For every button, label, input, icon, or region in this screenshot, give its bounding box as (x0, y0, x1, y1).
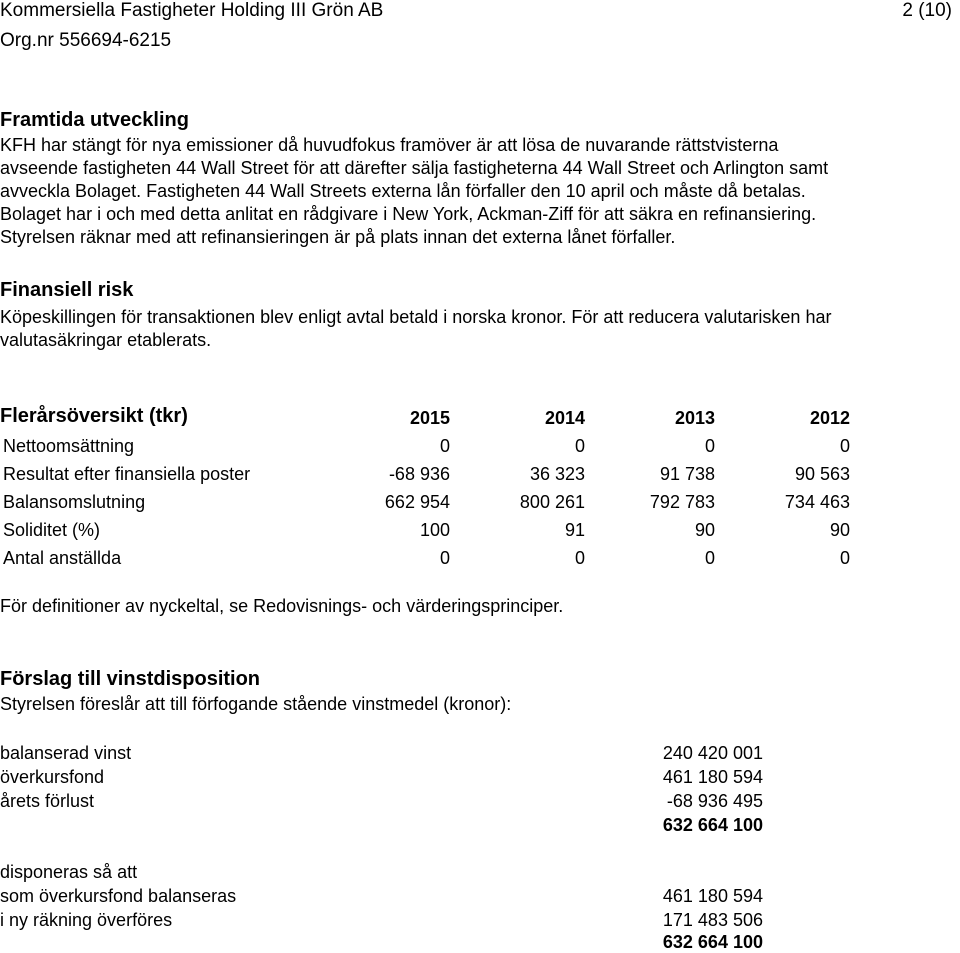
disposition-total: 632 664 100 (662, 815, 763, 835)
disposition-label: som överkursfond balanseras (0, 886, 237, 906)
table-cell: 0 (704, 548, 715, 568)
disposition-value: 461 180 594 (662, 767, 763, 787)
table-cell: 0 (839, 548, 850, 568)
disposition-value: 240 420 001 (662, 743, 763, 763)
framtida-line: Styrelsen räknar med att refinansieringen är på plats innan det externa lånet förfaller. (0, 227, 676, 247)
nyckeltal-note: För definitioner av nyckeltal, se Redovisnings- och värderingsprinciper. (0, 596, 564, 616)
table-cell: 792 783 (649, 492, 715, 512)
table-cell: 0 (574, 436, 585, 456)
framtida-line: avveckla Bolaget. Fastigheten 44 Wall Streets externa lån förfaller den 10 april och måste då betalas. (0, 181, 806, 201)
disposition-value: -68 936 495 (666, 791, 763, 811)
disposition-total: 632 664 100 (662, 932, 763, 952)
disposition-label: årets förlust (0, 791, 95, 811)
section-title-forslag: Förslag till vinstdisposition (0, 668, 261, 690)
year-header: 2015 (409, 408, 450, 428)
finansiell-line: valutasäkringar etablerats. (0, 330, 212, 350)
disposition-value: 171 483 506 (662, 910, 763, 930)
table-cell: 90 (829, 520, 850, 540)
disposition-label: balanserad vinst (0, 743, 132, 763)
table-row-label: Resultat efter finansiella poster (3, 464, 251, 484)
disposition-value: 461 180 594 (662, 886, 763, 906)
finansiell-line: Köpeskillingen för transaktionen blev enligt avtal betald i norska kronor. För att reducera valutarisken har (0, 307, 832, 327)
disposition-label: överkursfond (0, 767, 105, 787)
section-title-finansiell: Finansiell risk (0, 279, 134, 301)
org-number: Org.nr 556694-6215 (0, 30, 172, 51)
company-name: Kommersiella Fastigheter Holding III Grön AB (0, 0, 384, 21)
table-cell: -68 936 (388, 464, 450, 484)
table-cell: 662 954 (384, 492, 450, 512)
table-cell: 0 (574, 548, 585, 568)
table-cell: 91 738 (659, 464, 715, 484)
disponeras-label: disponeras så att (0, 862, 138, 882)
table-row-label: Soliditet (%) (3, 520, 101, 540)
table-cell: 100 (419, 520, 450, 540)
framtida-line: Bolaget har i och med detta anlitat en rådgivare i New York, Ackman-Ziff för att säkra en refinansiering. (0, 204, 817, 224)
table-cell: 91 (564, 520, 585, 540)
year-header: 2014 (544, 408, 585, 428)
disposition-label: i ny räkning överföres (0, 910, 173, 930)
page-number: 2 (10) (902, 0, 952, 21)
forslag-intro: Styrelsen föreslår att till förfogande stående vinstmedel (kronor): (0, 694, 512, 714)
table-row-label: Balansomslutning (3, 492, 146, 512)
table-row-label: Nettoomsättning (3, 436, 135, 456)
section-title-framtida: Framtida utveckling (0, 109, 189, 131)
table-cell: 0 (439, 548, 450, 568)
table-cell: 90 (694, 520, 715, 540)
framtida-line: avseende fastigheten 44 Wall Street för att därefter sälja fastigheterna 44 Wall Street och Arlington samt (0, 158, 829, 178)
year-header: 2013 (674, 408, 715, 428)
table-cell: 0 (839, 436, 850, 456)
table-cell: 0 (439, 436, 450, 456)
framtida-line: KFH har stängt för nya emissioner då huvudfokus framöver är att lösa de nuvarande rättstvisterna (0, 135, 779, 155)
year-header: 2012 (809, 408, 850, 428)
table-cell: 734 463 (784, 492, 850, 512)
table-cell: 90 563 (794, 464, 850, 484)
table-cell: 800 261 (519, 492, 585, 512)
table-row-label: Antal anställda (3, 548, 122, 568)
table-cell: 0 (704, 436, 715, 456)
table-cell: 36 323 (529, 464, 585, 484)
section-title-flerars: Flerårsöversikt (tkr) (0, 405, 188, 427)
